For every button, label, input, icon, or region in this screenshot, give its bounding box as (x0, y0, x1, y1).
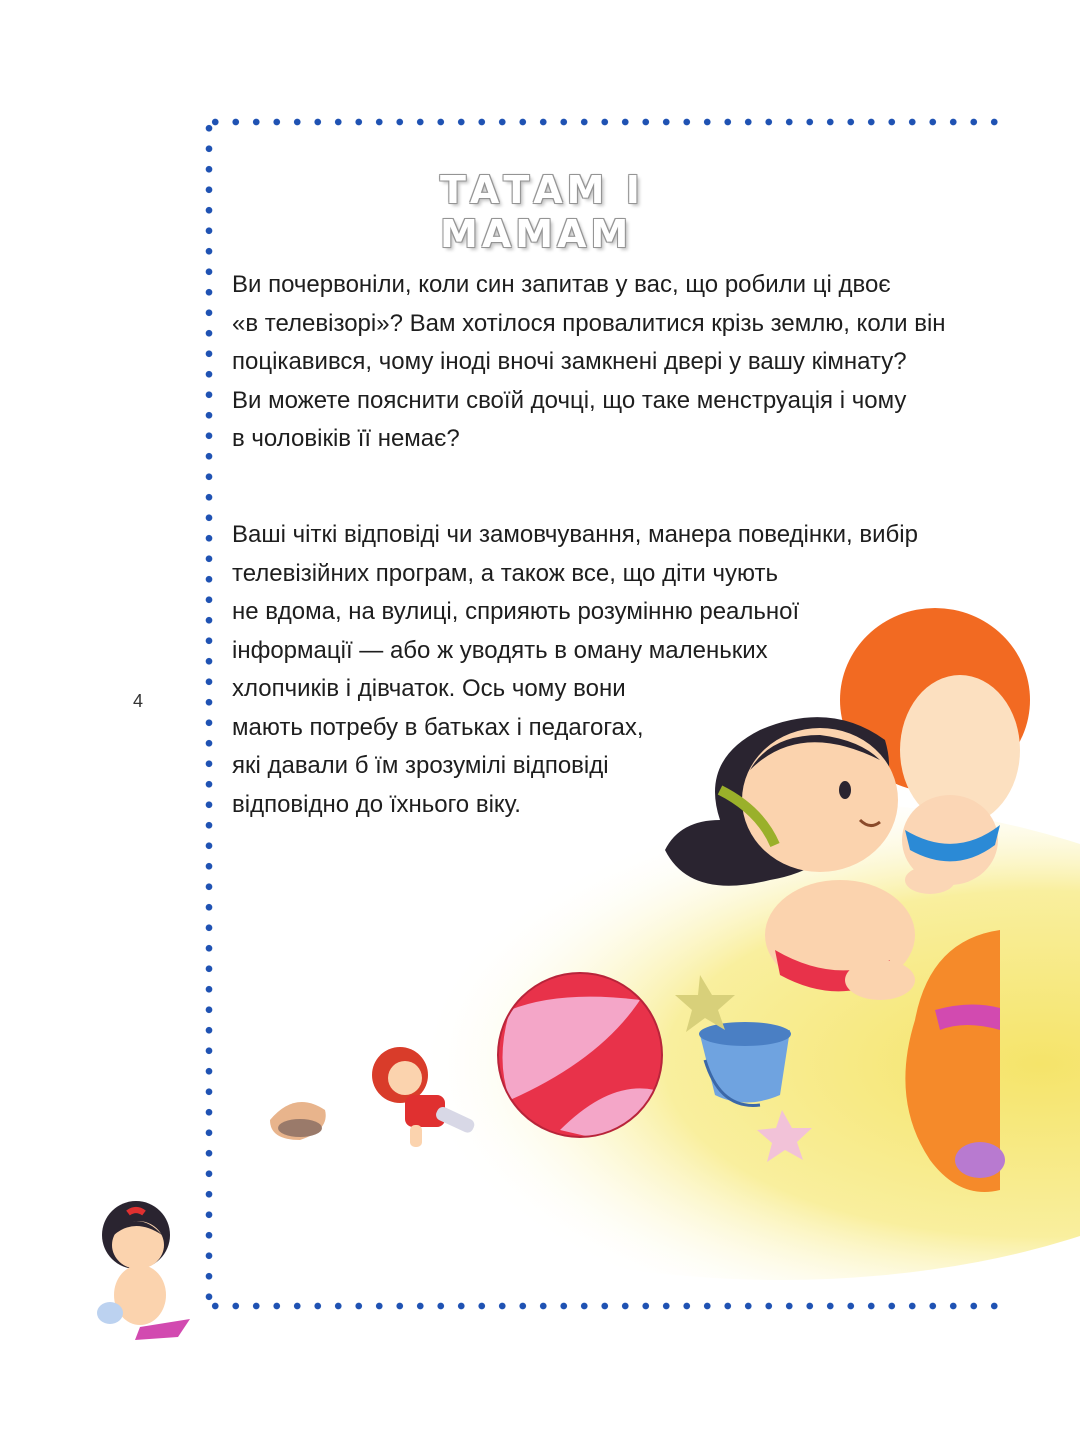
text-line: мають потребу в батьках і педагогах, (232, 713, 644, 741)
text-line: відповідно до їхнього віку. (232, 790, 521, 818)
text-line: «в телевізорі»? Вам хотілося провалитися крізь землю, коли він (232, 309, 946, 337)
text-line: не вдома, на вулиці, сприяють розумінню реальної (232, 598, 800, 625)
text-line: Ви почервоніли, коли син запитав у вас, що робили ці двоє (232, 271, 891, 298)
text-line: хлопчиків і дівчаток. Ось чому вони (232, 675, 626, 702)
girl-corner-mascot (80, 1195, 200, 1345)
page-number: 4 (133, 691, 144, 711)
text-line: які давали б їм зрозумілі відповіді (232, 752, 609, 779)
text-line: Ваші чіткі відповіді чи замовчування, манера поведінки, вибір (232, 521, 918, 548)
text-line: в чоловіків її немає? (232, 425, 460, 452)
text-line: Ви можете пояснити своїй дочці, що таке менструація і чому (232, 386, 907, 414)
page-title: ТАТАМ І МАМАМ (440, 168, 644, 256)
text-line: інформації — або ж уводять в оману маленьких (232, 636, 768, 664)
text-line: телевізійних програм, а також все, що діти чують (232, 559, 778, 587)
paragraph-intro (232, 266, 946, 459)
beach-ball (498, 973, 662, 1137)
text-line: поцікавився, чому іноді вночі замкнені двері у вашу кімнату? (232, 348, 907, 375)
paragraph-main (232, 516, 918, 824)
